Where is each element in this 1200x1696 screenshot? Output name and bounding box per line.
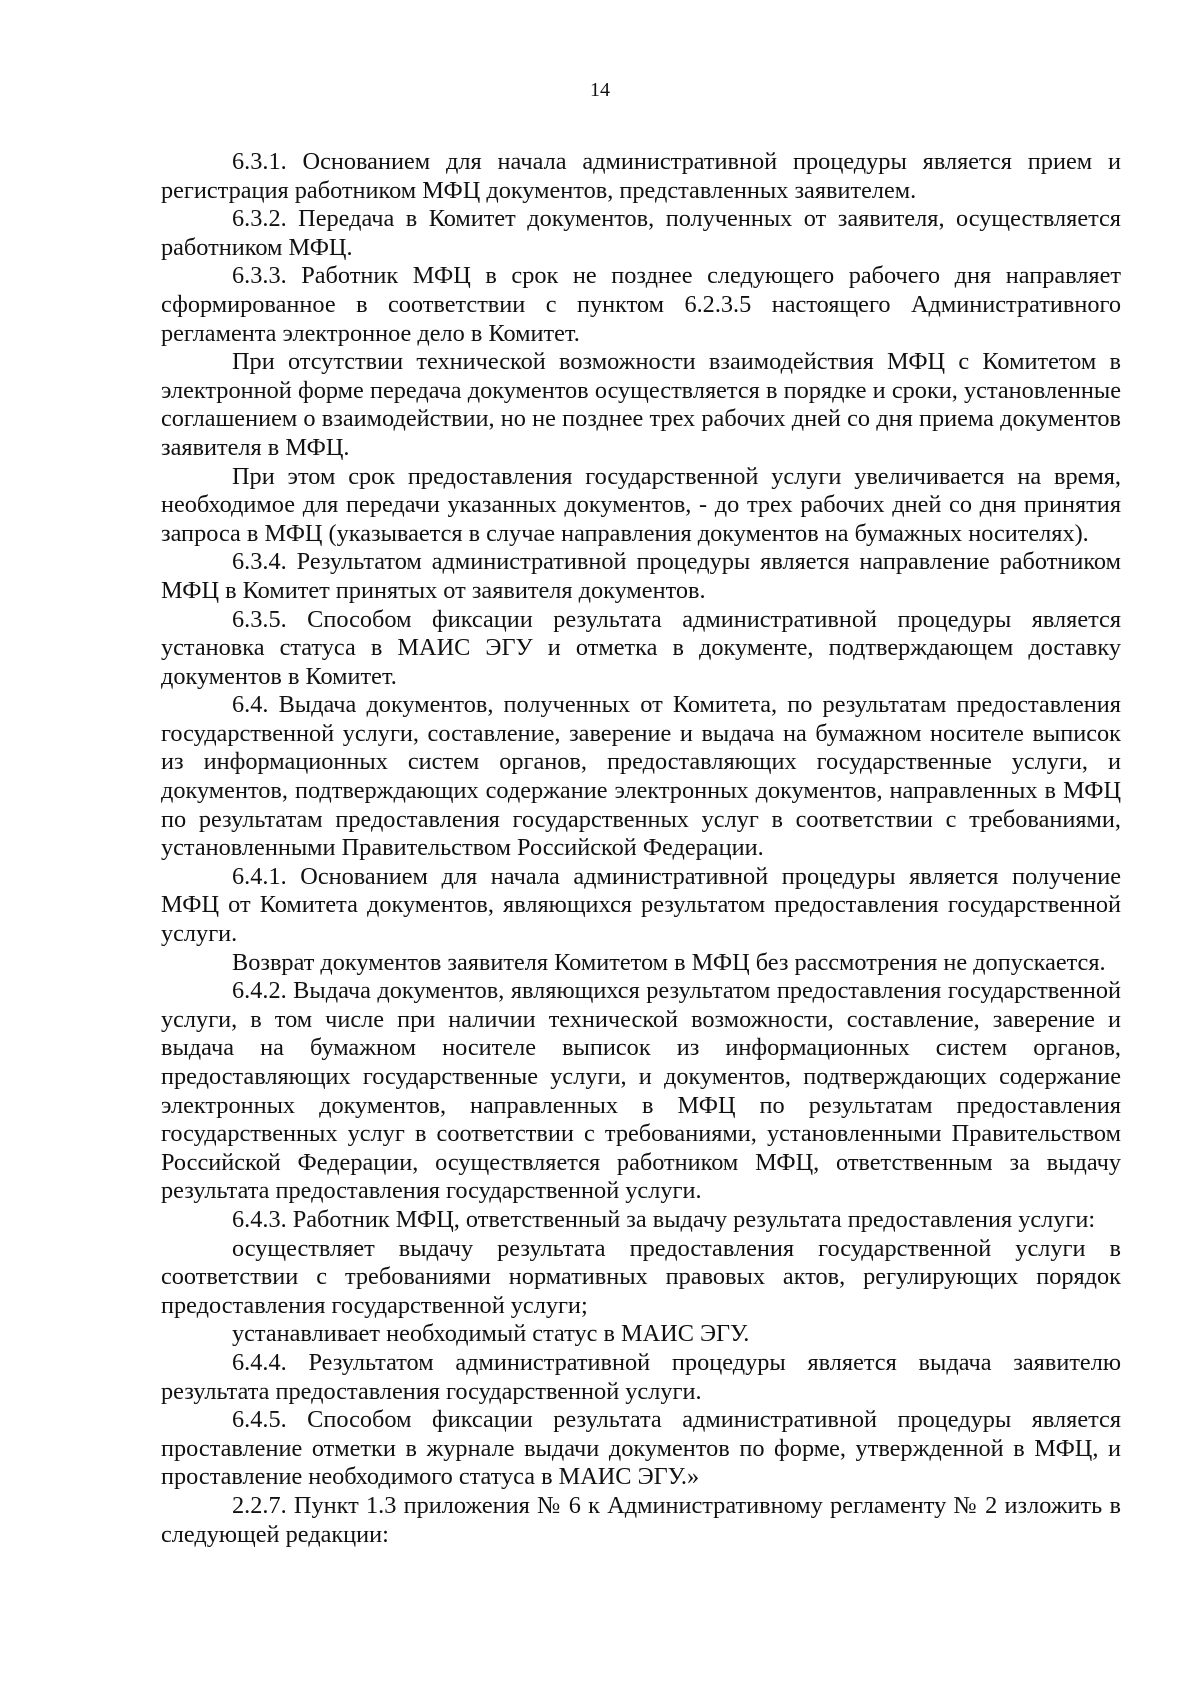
paragraph-6-4-4: 6.4.4. Результатом административной процедуры является выдача заявителю результата предоставления государственной услуги.: [161, 1348, 1121, 1405]
page-number: 14: [590, 79, 610, 101]
paragraph-6-4-2: 6.4.2. Выдача документов, являющихся результатом предоставления государственной услуги, в том числе при наличии технической возможности, составление, заверение и выдача на бумажном носителе выписок из информационных систем органов, предоставляющих государственные услуги, и документов, подтверждающих содержание электронных документов, направленных в МФЦ по результатам предоставления государственных услуг в соответствии с требованиями, установленными Правительством Российской Федерации, осуществляется работником МФЦ, ответственным за выдачу результата предоставления государственной услуги.: [161, 977, 1121, 1205]
paragraph-6-3-2: 6.3.2. Передача в Комитет документов, полученных от заявителя, осуществляется работником МФЦ.: [161, 205, 1121, 261]
paragraph-sets-status: устанавливает необходимый статус в МАИС ЭГУ.: [232, 1320, 750, 1348]
paragraph-no-technical-possibility: При отсутствии технической возможности взаимодействия МФЦ с Комитетом в электронной форме передача документов осуществляется в порядке и сроки, установленные соглашением о взаимодействии, но не позднее трех рабочих дней со дня приема документов заявителя в МФЦ.: [161, 348, 1121, 461]
document-body: [161, 148, 1121, 1549]
paragraph-6-4-3: 6.4.3. Работник МФЦ, ответственный за выдачу результата предоставления услуги:: [232, 1205, 1096, 1233]
paragraph-2-2-7: 2.2.7. Пункт 1.3 приложения № 6 к Административному регламенту № 2 изложить в следующей редакции:: [161, 1491, 1121, 1548]
paragraph-6-3-4: 6.3.4. Результатом административной процедуры является направление работником МФЦ в Комитет принятых от заявителя документов.: [161, 548, 1121, 604]
paragraph-term-increase: При этом срок предоставления государственной услуги увеличивается на время, необходимое для передачи указанных документов, - до трех рабочих дней со дня принятия запроса в МФЦ (указывается в случае направления документов на бумажных носителях).: [161, 462, 1121, 547]
paragraph-6-4: 6.4. Выдача документов, полученных от Комитета, по результатам предоставления государственной услуги, составление, заверение и выдача на бумажном носителе выписок из информационных систем органов, предоставляющих государственные услуги, и документов, подтверждающих содержание электронных документов, направленных в МФЦ по результатам предоставления государственных услуг в соответствии с требованиями, установленными Правительством Российской Федерации.: [161, 691, 1121, 862]
paragraph-6-4-1: 6.4.1. Основанием для начала административной процедуры является получение МФЦ от Комитета документов, являющихся результатом предоставления государственной услуги.: [161, 862, 1121, 948]
paragraph-6-3-5: 6.3.5. Способом фиксации результата административной процедуры является установка статуса в МАИС ЭГУ и отметка в документе, подтверждающем доставку документов в Комитет.: [161, 605, 1121, 690]
paragraph-return-not-allowed: Возврат документов заявителя Комитетом в МФЦ без рассмотрения не допускается.: [232, 948, 1106, 976]
paragraph-6-4-5: 6.4.5. Способом фиксации результата административной процедуры является проставление отметки в журнале выдачи документов по форме, утвержденной в МФЦ, и проставление необходимого статуса в МАИС ЭГУ.»: [161, 1406, 1121, 1491]
paragraph-6-3-1: 6.3.1. Основанием для начала административной процедуры является прием и регистрация работником МФЦ документов, представленных заявителем.: [161, 148, 1121, 204]
paragraph-performs-issuance: осуществляет выдачу результата предоставления государственной услуги в соответствии с требованиями нормативных правовых актов, регулирующих порядок предоставления государственной услуги;: [161, 1234, 1121, 1319]
paragraph-6-3-3: 6.3.3. Работник МФЦ в срок не позднее следующего рабочего дня направляет сформированное в соответствии с пунктом 6.2.3.5 настоящего Административного регламента электронное дело в Комитет.: [161, 262, 1121, 347]
